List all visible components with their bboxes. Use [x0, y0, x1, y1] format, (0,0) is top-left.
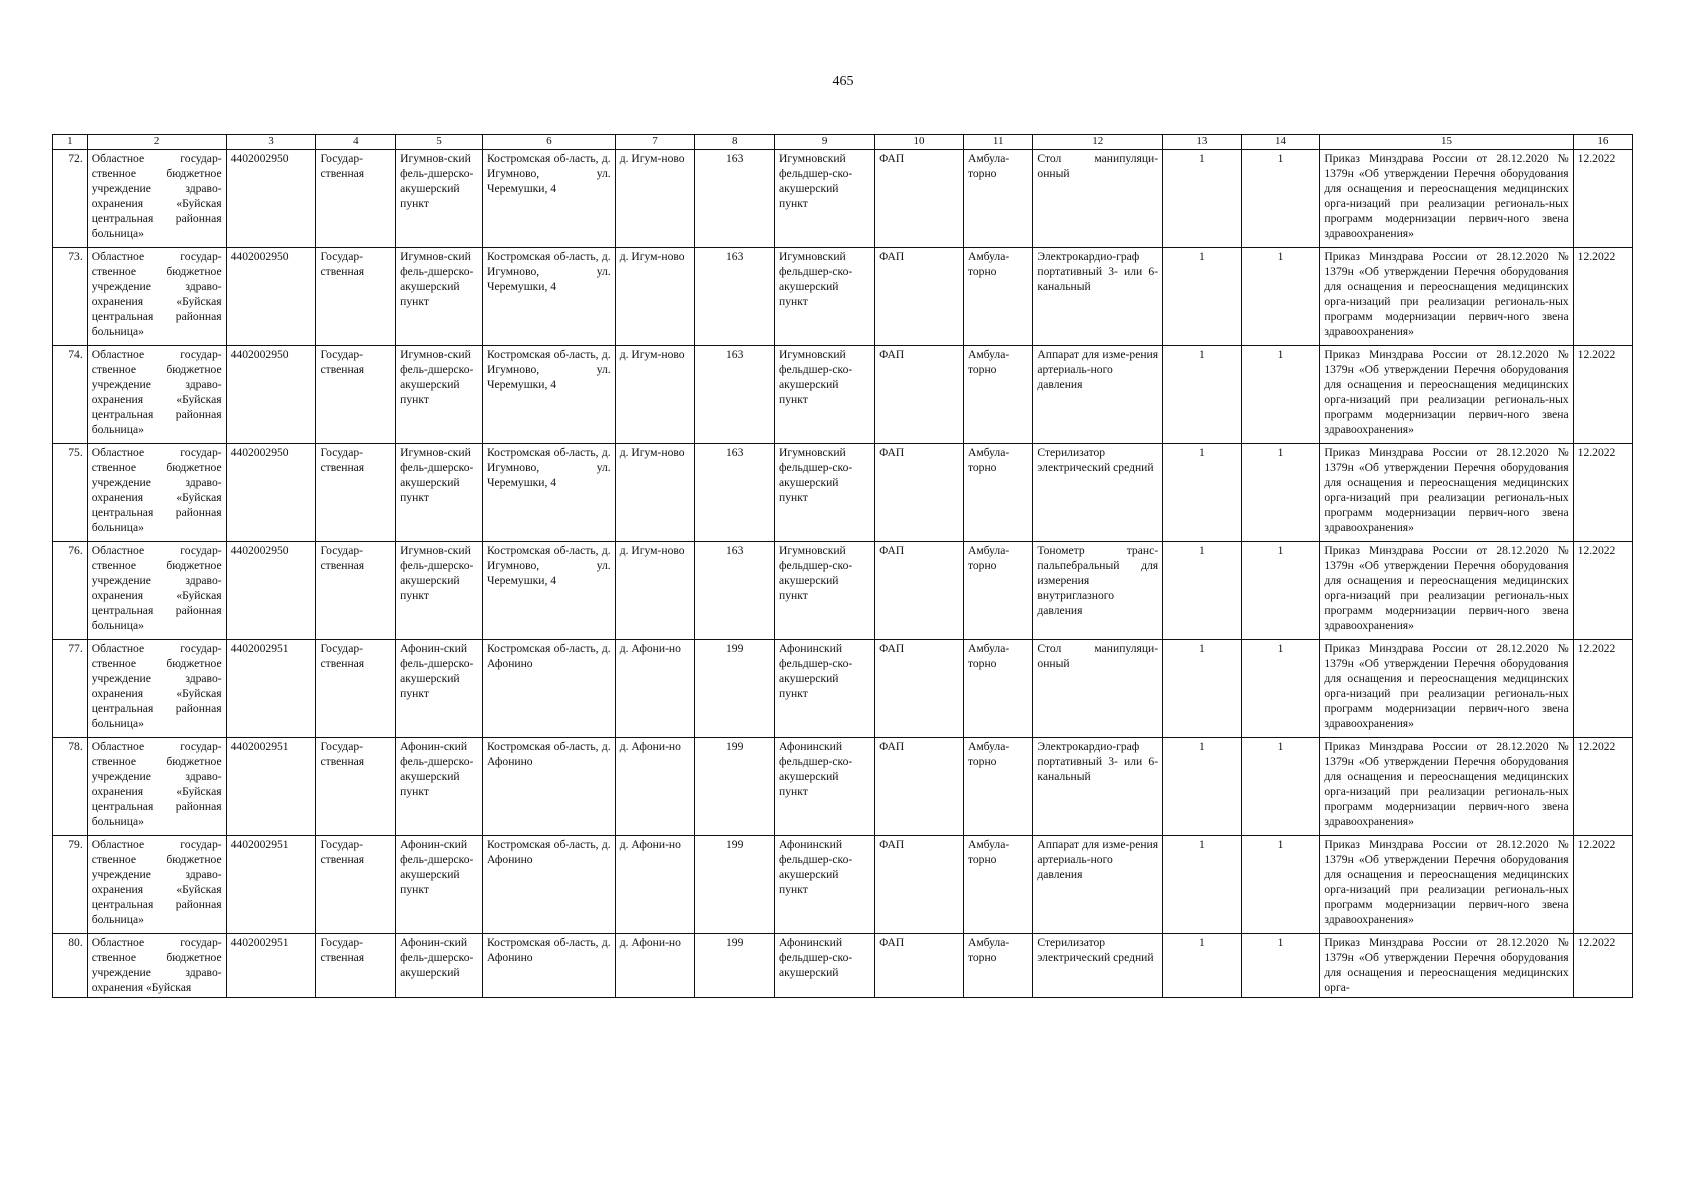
row-number-cell: 80. [53, 934, 88, 998]
legal-basis-cell: Приказ Минздрава России от 28.12.2020 № 1379н «Об утверждении Перечня оборудования для оснащения и переоснащения медицинских орга-низаций при реализации региональ-ных программ модернизации первич-ного звена здравоохранения» [1320, 248, 1573, 346]
unit-name-cell: Игумнов-ский фель-дшерско-акушерский пункт [396, 542, 483, 640]
ownership-cell: Государ-ственная [316, 542, 396, 640]
row-number-cell: 78. [53, 738, 88, 836]
row-number-cell: 73. [53, 248, 88, 346]
fap-name-cell: Игумновский фельдшер-ско-акушерский пункт [775, 150, 875, 248]
column-header-6: 6 [482, 135, 615, 150]
care-form-cell: Амбула-торно [963, 738, 1032, 836]
organization-cell: Областное государ-ственное бюджетное учреждение здраво-охранения «Буйская центральная районная больница» [87, 738, 226, 836]
care-form-cell: Амбула-торно [963, 542, 1032, 640]
unit-name-cell: Игумнов-ский фель-дшерско-акушерский пункт [396, 444, 483, 542]
quantity-cell: 1 [1163, 640, 1242, 738]
facility-type-cell: ФАП [875, 150, 964, 248]
equipment-cell: Электрокардио-граф портативный 3- или 6-канальный [1033, 248, 1163, 346]
table-row [53, 836, 1633, 934]
care-form-cell: Амбула-торно [963, 836, 1032, 934]
deadline-cell: 12.2022 [1573, 150, 1632, 248]
address-cell: Костромская об-ласть, д. Игумново, ул. Черемушки, 4 [482, 444, 615, 542]
unit-name-cell: Игумнов-ский фель-дшерско-акушерский пункт [396, 346, 483, 444]
legal-basis-cell: Приказ Минздрава России от 28.12.2020 № 1379н «Об утверждении Перечня оборудования для оснащения и переоснащения медицинских орга- [1320, 934, 1573, 998]
equipment-cell: Стол манипуляци-онный [1033, 640, 1163, 738]
unit-name-cell: Афонин-ский фель-дшерско-акушерский [396, 934, 483, 998]
care-form-cell: Амбула-торно [963, 934, 1032, 998]
fap-name-cell: Афонинский фельдшер-ско-акушерский пункт [775, 836, 875, 934]
fap-name-cell: Игумновский фельдшер-ско-акушерский пункт [775, 542, 875, 640]
inn-cell: 4402002951 [226, 934, 316, 998]
inn-cell: 4402002950 [226, 248, 316, 346]
column-header-1: 1 [53, 135, 88, 150]
ownership-cell: Государ-ственная [316, 836, 396, 934]
locality-cell: д. Игум-ново [615, 444, 695, 542]
facility-type-cell: ФАП [875, 738, 964, 836]
care-form-cell: Амбула-торно [963, 444, 1032, 542]
unit-name-cell: Игумнов-ский фель-дшерско-акушерский пункт [396, 248, 483, 346]
quantity-cell: 1 [1163, 542, 1242, 640]
deadline-cell: 12.2022 [1573, 542, 1632, 640]
column-header-14: 14 [1241, 135, 1320, 150]
table-row [53, 738, 1633, 836]
unit-name-cell: Афонин-ский фель-дшерско-акушерский пункт [396, 738, 483, 836]
ownership-cell: Государ-ственная [316, 934, 396, 998]
population-cell: 199 [695, 738, 775, 836]
inn-cell: 4402002950 [226, 444, 316, 542]
fap-name-cell: Афонинский фельдшер-ско-акушерский пункт [775, 738, 875, 836]
locality-cell: д. Афони-но [615, 640, 695, 738]
population-cell: 163 [695, 248, 775, 346]
address-cell: Костромская об-ласть, д. Игумново, ул. Черемушки, 4 [482, 542, 615, 640]
unit-name-cell: Афонин-ский фель-дшерско-акушерский пункт [396, 836, 483, 934]
column-header-2: 2 [87, 135, 226, 150]
locality-cell: д. Игум-ново [615, 150, 695, 248]
equipment-cell: Стерилизатор электрический средний [1033, 444, 1163, 542]
table-row [53, 444, 1633, 542]
inn-cell: 4402002950 [226, 346, 316, 444]
row-number-cell: 75. [53, 444, 88, 542]
address-cell: Костромская об-ласть, д. Игумново, ул. Черемушки, 4 [482, 248, 615, 346]
quantity-cell: 1 [1163, 248, 1242, 346]
legal-basis-cell: Приказ Минздрава России от 28.12.2020 № 1379н «Об утверждении Перечня оборудования для оснащения и переоснащения медицинских орга-низаций при реализации региональ-ных программ модернизации первич-ного звена здравоохранения» [1320, 542, 1573, 640]
organization-cell: Областное государ-ственное бюджетное учреждение здраво-охранения «Буйская центральная районная больница» [87, 444, 226, 542]
deadline-cell: 12.2022 [1573, 738, 1632, 836]
ownership-cell: Государ-ственная [316, 444, 396, 542]
quantity-cell: 1 [1241, 640, 1320, 738]
equipment-cell: Стол манипуляци-онный [1033, 150, 1163, 248]
population-cell: 199 [695, 934, 775, 998]
quantity-cell: 1 [1241, 346, 1320, 444]
table-row [53, 248, 1633, 346]
column-header-16: 16 [1573, 135, 1632, 150]
organization-cell: Областное государ-ственное бюджетное учреждение здраво-охранения «Буйская [87, 934, 226, 998]
organization-cell: Областное государ-ственное бюджетное учреждение здраво-охранения «Буйская центральная районная больница» [87, 836, 226, 934]
care-form-cell: Амбула-торно [963, 150, 1032, 248]
ownership-cell: Государ-ственная [316, 248, 396, 346]
column-number-header-row [53, 135, 1633, 150]
table-row [53, 640, 1633, 738]
table-row [53, 150, 1633, 248]
column-header-10: 10 [875, 135, 964, 150]
row-number-cell: 79. [53, 836, 88, 934]
equipment-cell: Электрокардио-граф портативный 3- или 6-канальный [1033, 738, 1163, 836]
organization-cell: Областное государ-ственное бюджетное учреждение здраво-охранения «Буйская центральная районная больница» [87, 346, 226, 444]
legal-basis-cell: Приказ Минздрава России от 28.12.2020 № 1379н «Об утверждении Перечня оборудования для оснащения и переоснащения медицинских орга-низаций при реализации региональ-ных программ модернизации первич-ного звена здравоохранения» [1320, 640, 1573, 738]
address-cell: Костромская об-ласть, д. Афонино [482, 836, 615, 934]
column-header-12: 12 [1033, 135, 1163, 150]
quantity-cell: 1 [1163, 738, 1242, 836]
deadline-cell: 12.2022 [1573, 640, 1632, 738]
care-form-cell: Амбула-торно [963, 248, 1032, 346]
locality-cell: д. Афони-но [615, 836, 695, 934]
fap-name-cell: Афонинский фельдшер-ско-акушерский [775, 934, 875, 998]
column-header-4: 4 [316, 135, 396, 150]
population-cell: 163 [695, 150, 775, 248]
equipment-register-table [52, 134, 1633, 998]
legal-basis-cell: Приказ Минздрава России от 28.12.2020 № 1379н «Об утверждении Перечня оборудования для оснащения и переоснащения медицинских орга-низаций при реализации региональ-ных программ модернизации первич-ного звена здравоохранения» [1320, 346, 1573, 444]
inn-cell: 4402002951 [226, 738, 316, 836]
fap-name-cell: Афонинский фельдшер-ско-акушерский пункт [775, 640, 875, 738]
locality-cell: д. Афони-но [615, 934, 695, 998]
facility-type-cell: ФАП [875, 542, 964, 640]
column-header-11: 11 [963, 135, 1032, 150]
table-row [53, 542, 1633, 640]
legal-basis-cell: Приказ Минздрава России от 28.12.2020 № 1379н «Об утверждении Перечня оборудования для оснащения и переоснащения медицинских орга-низаций при реализации региональ-ных программ модернизации первич-ного звена здравоохранения» [1320, 836, 1573, 934]
column-header-3: 3 [226, 135, 316, 150]
address-cell: Костромская об-ласть, д. Афонино [482, 640, 615, 738]
table-body [53, 135, 1633, 998]
column-header-7: 7 [615, 135, 695, 150]
quantity-cell: 1 [1163, 836, 1242, 934]
address-cell: Костромская об-ласть, д. Афонино [482, 934, 615, 998]
facility-type-cell: ФАП [875, 934, 964, 998]
quantity-cell: 1 [1241, 836, 1320, 934]
facility-type-cell: ФАП [875, 444, 964, 542]
quantity-cell: 1 [1163, 444, 1242, 542]
organization-cell: Областное государ-ственное бюджетное учреждение здраво-охранения «Буйская центральная районная больница» [87, 248, 226, 346]
address-cell: Костромская об-ласть, д. Афонино [482, 738, 615, 836]
fap-name-cell: Игумновский фельдшер-ско-акушерский пункт [775, 346, 875, 444]
care-form-cell: Амбула-торно [963, 346, 1032, 444]
row-number-cell: 76. [53, 542, 88, 640]
locality-cell: д. Игум-ново [615, 248, 695, 346]
inn-cell: 4402002950 [226, 150, 316, 248]
column-header-13: 13 [1163, 135, 1242, 150]
facility-type-cell: ФАП [875, 248, 964, 346]
quantity-cell: 1 [1241, 738, 1320, 836]
population-cell: 199 [695, 640, 775, 738]
deadline-cell: 12.2022 [1573, 346, 1632, 444]
population-cell: 199 [695, 836, 775, 934]
quantity-cell: 1 [1241, 444, 1320, 542]
address-cell: Костромская об-ласть, д. Игумново, ул. Черемушки, 4 [482, 346, 615, 444]
population-cell: 163 [695, 542, 775, 640]
inn-cell: 4402002951 [226, 640, 316, 738]
population-cell: 163 [695, 444, 775, 542]
inn-cell: 4402002951 [226, 836, 316, 934]
inn-cell: 4402002950 [226, 542, 316, 640]
ownership-cell: Государ-ственная [316, 150, 396, 248]
equipment-cell: Аппарат для изме-рения артериаль-ного давления [1033, 836, 1163, 934]
organization-cell: Областное государ-ственное бюджетное учреждение здраво-охранения «Буйская центральная районная больница» [87, 542, 226, 640]
organization-cell: Областное государ-ственное бюджетное учреждение здраво-охранения «Буйская центральная районная больница» [87, 640, 226, 738]
quantity-cell: 1 [1163, 934, 1242, 998]
quantity-cell: 1 [1241, 150, 1320, 248]
equipment-cell: Аппарат для изме-рения артериаль-ного давления [1033, 346, 1163, 444]
locality-cell: д. Афони-но [615, 738, 695, 836]
legal-basis-cell: Приказ Минздрава России от 28.12.2020 № 1379н «Об утверждении Перечня оборудования для оснащения и переоснащения медицинских орга-низаций при реализации региональ-ных программ модернизации первич-ного звена здравоохранения» [1320, 150, 1573, 248]
ownership-cell: Государ-ственная [316, 738, 396, 836]
facility-type-cell: ФАП [875, 346, 964, 444]
population-cell: 163 [695, 346, 775, 444]
column-header-9: 9 [775, 135, 875, 150]
page-number: 465 [832, 74, 854, 89]
equipment-cell: Стерилизатор электрический средний [1033, 934, 1163, 998]
ownership-cell: Государ-ственная [316, 346, 396, 444]
equipment-cell: Тонометр транс-пальпебральный для измерения внутриглазного давления [1033, 542, 1163, 640]
quantity-cell: 1 [1163, 150, 1242, 248]
row-number-cell: 72. [53, 150, 88, 248]
locality-cell: д. Игум-ново [615, 346, 695, 444]
quantity-cell: 1 [1163, 346, 1242, 444]
address-cell: Костромская об-ласть, д. Игумново, ул. Черемушки, 4 [482, 150, 615, 248]
legal-basis-cell: Приказ Минздрава России от 28.12.2020 № 1379н «Об утверждении Перечня оборудования для оснащения и переоснащения медицинских орга-низаций при реализации региональ-ных программ модернизации первич-ного звена здравоохранения» [1320, 738, 1573, 836]
quantity-cell: 1 [1241, 542, 1320, 640]
column-header-15: 15 [1320, 135, 1573, 150]
deadline-cell: 12.2022 [1573, 934, 1632, 998]
row-number-cell: 77. [53, 640, 88, 738]
ownership-cell: Государ-ственная [316, 640, 396, 738]
row-number-cell: 74. [53, 346, 88, 444]
column-header-5: 5 [396, 135, 483, 150]
column-header-8: 8 [695, 135, 775, 150]
quantity-cell: 1 [1241, 248, 1320, 346]
fap-name-cell: Игумновский фельдшер-ско-акушерский пункт [775, 444, 875, 542]
facility-type-cell: ФАП [875, 640, 964, 738]
quantity-cell: 1 [1241, 934, 1320, 998]
organization-cell: Областное государ-ственное бюджетное учреждение здраво-охранения «Буйская центральная районная больница» [87, 150, 226, 248]
table-row [53, 346, 1633, 444]
locality-cell: д. Игум-ново [615, 542, 695, 640]
deadline-cell: 12.2022 [1573, 248, 1632, 346]
fap-name-cell: Игумновский фельдшер-ско-акушерский пункт [775, 248, 875, 346]
unit-name-cell: Афонин-ский фель-дшерско-акушерский пункт [396, 640, 483, 738]
deadline-cell: 12.2022 [1573, 444, 1632, 542]
unit-name-cell: Игумнов-ский фель-дшерско-акушерский пункт [396, 150, 483, 248]
table-row [53, 934, 1633, 998]
care-form-cell: Амбула-торно [963, 640, 1032, 738]
legal-basis-cell: Приказ Минздрава России от 28.12.2020 № 1379н «Об утверждении Перечня оборудования для оснащения и переоснащения медицинских орга-низаций при реализации региональ-ных программ модернизации первич-ного звена здравоохранения» [1320, 444, 1573, 542]
facility-type-cell: ФАП [875, 836, 964, 934]
deadline-cell: 12.2022 [1573, 836, 1632, 934]
